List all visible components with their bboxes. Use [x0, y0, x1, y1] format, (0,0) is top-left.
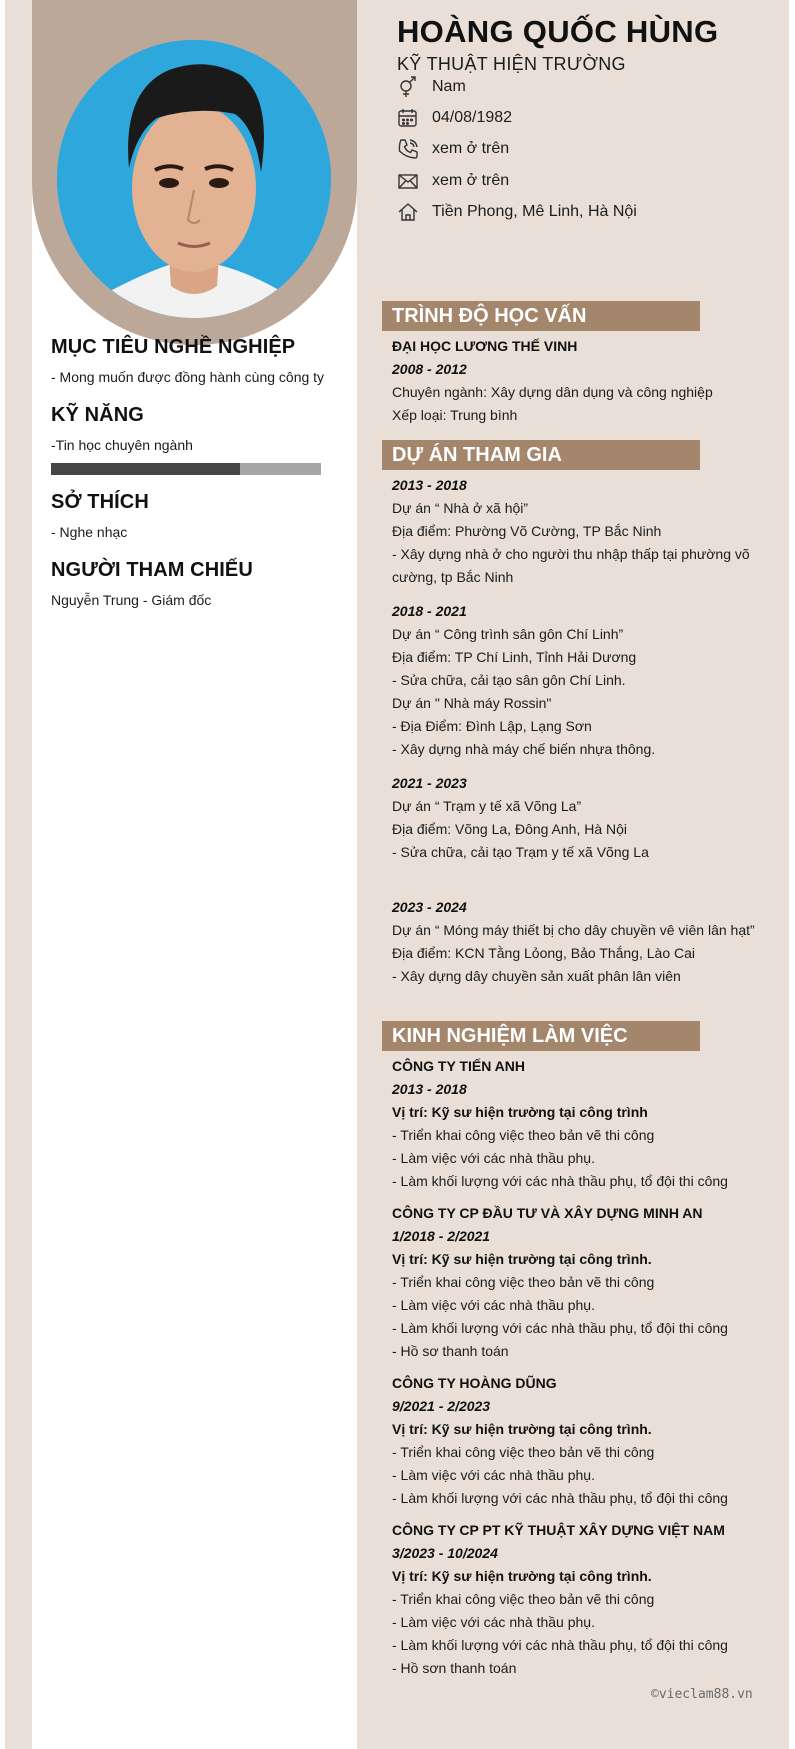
project-line: Dự án “ Nhà ở xã hội”: [392, 500, 529, 516]
education-period: 2008 - 2012: [392, 361, 467, 377]
job-duty: - Hồ sơ thanh toán: [392, 1343, 509, 1359]
company-name: CÔNG TY CP ĐẦU TƯ VÀ XÂY DỰNG MINH AN: [392, 1205, 703, 1221]
job-period: 3/2023 - 10/2024: [392, 1545, 498, 1561]
project-line: Dự án “ Công trình sân gôn Chí Linh”: [392, 626, 624, 642]
company-name: CÔNG TY CP PT KỸ THUẬT XÂY DỰNG VIỆT NAM: [392, 1522, 725, 1538]
job-duty: - Triển khai công việc theo bản vẽ thi công: [392, 1274, 655, 1290]
job-duty: - Triển khai công việc theo bản vẽ thi công: [392, 1127, 655, 1143]
project-line: - Xây dựng dây chuyền sản xuất phân lân viên: [392, 968, 681, 984]
hobbies-text: - Nghe nhạc: [51, 524, 128, 540]
company-name: CÔNG TY HOÀNG DŨNG: [392, 1375, 557, 1391]
contact-address-text: Tiền Phong, Mê Linh, Hà Nội: [432, 203, 637, 220]
references-text: Nguyễn Trung - Giám đốc: [51, 592, 212, 608]
project-line: - Sửa chữa, cải tạo Trạm y tế xã Võng La: [392, 844, 649, 860]
contact-email-text: xem ở trên: [432, 172, 510, 189]
project-period: 2021 - 2023: [392, 775, 467, 791]
project-period: 2023 - 2024: [392, 899, 467, 915]
references-heading: NGƯỜI THAM CHIẾU: [51, 559, 253, 581]
experience-heading: KINH NGHIỆM LÀM VIỆC: [382, 1021, 700, 1051]
education-major: Chuyên ngành: Xây dựng dân dụng và công nghiệp: [392, 384, 713, 400]
company-name: CÔNG TY TIẾN ANH: [392, 1058, 526, 1074]
project-line: Dự án “ Móng máy thiết bị cho dây chuyền vê viên lân hạt”: [392, 922, 755, 938]
education-grade: Xếp loại: Trung bình: [392, 407, 518, 423]
calendar-icon: [397, 107, 419, 129]
education-school: ĐẠI HỌC LƯƠNG THẾ VINH: [392, 338, 578, 354]
job-duty: - Làm việc với các nhà thầu phụ.: [392, 1614, 595, 1630]
objective-text: - Mong muốn được đồng hành cùng công ty: [51, 369, 325, 385]
contact-address: [397, 199, 637, 225]
projects-heading: DỰ ÁN THAM GIA: [382, 440, 700, 470]
references-section: [51, 559, 351, 608]
project-line: Địa điểm: KCN Tằng Lỏong, Bảo Thắng, Lào Cai: [392, 945, 696, 961]
hobbies-section: [51, 491, 351, 540]
job-duty: - Làm việc với các nhà thầu phụ.: [392, 1297, 595, 1313]
contact-birthday: [397, 105, 512, 131]
project-line: Dự án “ Trạm y tế xã Võng La”: [392, 798, 582, 814]
project-period: 2018 - 2021: [392, 603, 467, 619]
skill-name: -Tin học chuyên ngành: [51, 437, 193, 453]
job-duty: - Làm khối lượng với các nhà thầu phụ, tổ đội thi công: [392, 1320, 728, 1336]
project-line: - Xây dựng nhà máy chế biến nhựa thông.: [392, 741, 656, 757]
project-line: Địa điểm: Võng La, Đông Anh, Hà Nội: [392, 821, 628, 837]
skills-heading: KỸ NĂNG: [51, 404, 144, 426]
job-duty: - Làm khối lượng với các nhà thầu phụ, tổ đội thi công: [392, 1490, 728, 1506]
job-duty: - Làm khối lượng với các nhà thầu phụ, tổ đội thi công: [392, 1637, 728, 1653]
home-icon: [397, 201, 419, 223]
project-line: Địa điểm: TP Chí Linh, Tỉnh Hải Dương: [392, 649, 637, 665]
objective-section: [51, 336, 351, 385]
contact-email: [397, 168, 509, 194]
contact-gender: [397, 74, 466, 100]
contact-birthday-text: 04/08/1982: [432, 109, 513, 126]
job-role: Vị trí: Kỹ sư hiện trường tại công trình.: [392, 1421, 652, 1437]
job-duty: - Làm việc với các nhà thầu phụ.: [392, 1467, 595, 1483]
project-line: Dự án " Nhà máy Rossin": [392, 695, 552, 711]
candidate-name: HOÀNG QUỐC HÙNG: [397, 14, 719, 49]
project-line: - Xây dựng nhà ở cho người thu nhập thấp tại phường võ: [392, 546, 750, 562]
contact-gender-text: Nam: [432, 78, 466, 95]
project-line: - Địa Điểm: Đình Lập, Lạng Sơn: [392, 718, 592, 734]
skills-section: [51, 404, 351, 475]
job-role: Vị trí: Kỹ sư hiện trường tại công trình.: [392, 1251, 652, 1267]
job-period: 2013 - 2018: [392, 1081, 467, 1097]
contact-phone: [397, 136, 509, 162]
job-duty: - Làm khối lượng với các nhà thầu phụ, tổ đội thi công: [392, 1173, 728, 1189]
skill-level-bar: [51, 463, 321, 475]
gender-icon: [397, 76, 419, 98]
job-period: 1/2018 - 2/2021: [392, 1228, 491, 1244]
objective-heading: MỤC TIÊU NGHỀ NGHIỆP: [51, 336, 296, 358]
skill-level-fill: [51, 463, 240, 475]
job-period: 9/2021 - 2/2023: [392, 1398, 491, 1414]
job-duty: - Triển khai công việc theo bản vẽ thi công: [392, 1591, 655, 1607]
phone-icon: [397, 138, 419, 160]
mail-icon: [397, 170, 419, 192]
job-duty: - Triển khai công việc theo bản vẽ thi công: [392, 1444, 655, 1460]
avatar: [57, 40, 331, 318]
project-period: 2013 - 2018: [392, 477, 467, 493]
job-role: Vị trí: Kỹ sư hiện trường tại công trình: [392, 1104, 648, 1120]
hobbies-heading: SỞ THÍCH: [51, 491, 149, 513]
job-duty: - Hồ sơn thanh toán: [392, 1660, 517, 1676]
job-title: KỸ THUẬT HIỆN TRƯỜNG: [397, 54, 626, 74]
project-line: cường, tp Bắc Ninh: [392, 569, 514, 585]
project-line: Địa điểm: Phường Võ Cường, TP Bắc Ninh: [392, 523, 662, 539]
project-line: - Sửa chữa, cải tạo sân gôn Chí Linh.: [392, 672, 626, 688]
watermark: ©vieclam88.vn: [651, 1687, 753, 1702]
contact-phone-text: xem ở trên: [432, 140, 510, 157]
job-duty: - Làm việc với các nhà thầu phụ.: [392, 1150, 595, 1166]
education-heading: TRÌNH ĐỘ HỌC VẤN: [382, 301, 700, 331]
job-role: Vị trí: Kỹ sư hiện trường tại công trình.: [392, 1568, 652, 1584]
